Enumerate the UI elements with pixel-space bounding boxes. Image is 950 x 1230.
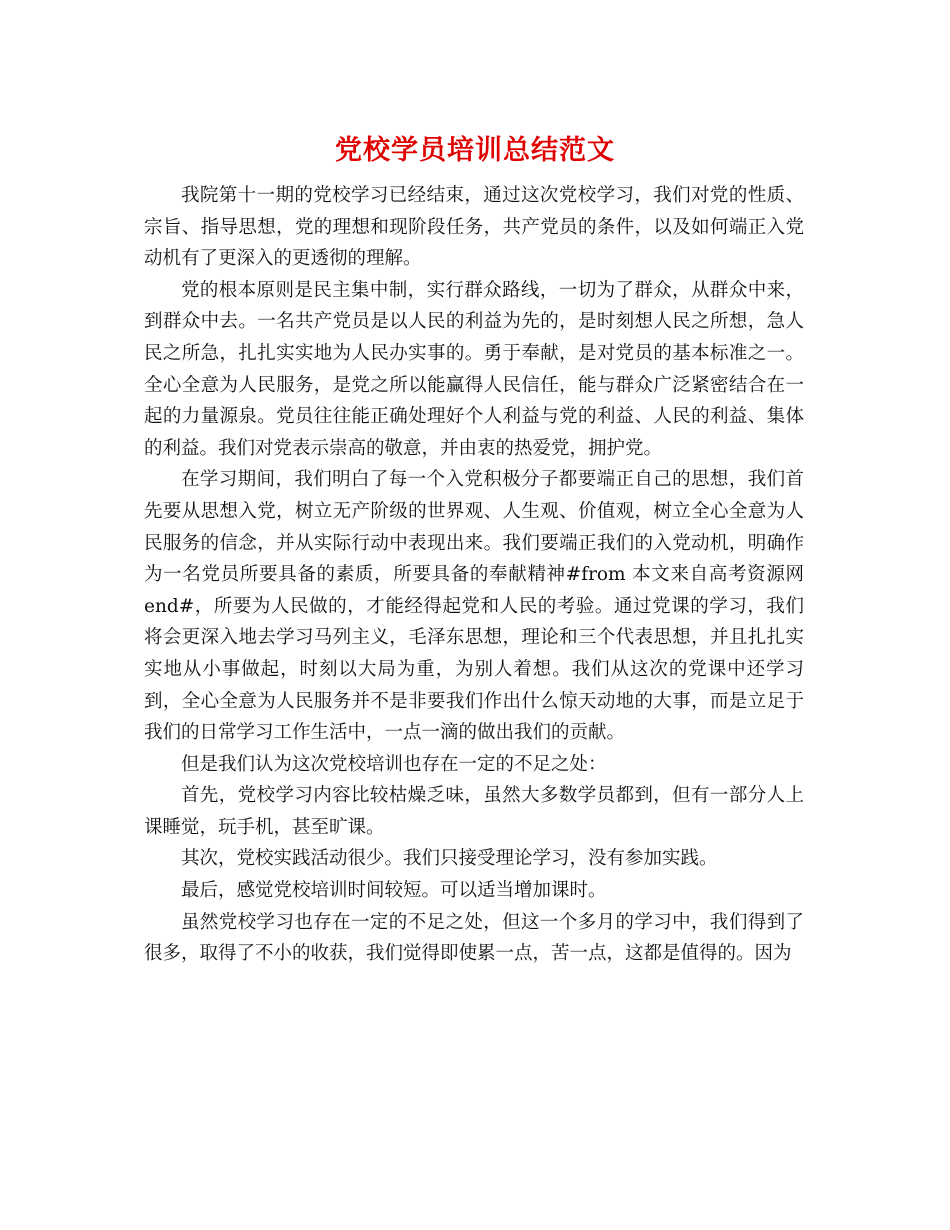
- paragraph-7: 最后，感觉党校培训时间较短。可以适当增加课时。: [181, 880, 607, 902]
- paragraph-8: 虽然党校学习也存在一定的不足之处，但这一个多月的学习中，我们得到了很多，取得了不小的收获，我们觉得即使累一点，苦一点，这都是值得的。因为: [144, 911, 804, 965]
- paragraph-4: 但是我们认为这次党校培训也存在一定的不足之处：: [181, 753, 607, 775]
- paragraph-1: 我院第十一期的党校学习已经结束，通过这次党校学习，我们对党的性质、宗旨、指导思想，党的理想和现阶段任务，共产党员的条件，以及如何端正入党动机有了更深入的更透彻的理解。: [144, 185, 804, 270]
- document-title: 党校学员培训总结范文: [335, 135, 615, 166]
- paragraph-6: 其次，党校实践活动很少。我们只接受理论学习，没有参加实践。: [181, 848, 718, 870]
- paragraph-2: 党的根本原则是民主集中制，实行群众路线，一切为了群众，从群众中来，到群众中去。一名共产党员是以人民的利益为先的，是时刻想人民之所想，急人民之所急，扎扎实实地为人民办实事的。勇于奉献，是对党员的基本标准之一。全心全意为人民服务，是党之所以能赢得人民信任，能与群众广泛紧密结合在一起的力量源泉。党员往往能正确处理好个人利益与党的利益、人民的利益、集体的利益。我们对党表示崇高的敬意，并由衷的热爱党，拥护党。: [144, 279, 804, 459]
- document-body: [144, 180, 804, 970]
- paragraph-5: 首先，党校学习内容比较枯燥乏味，虽然大多数学员都到，但有一部分人上课睡觉，玩手机，甚至旷课。: [144, 785, 804, 838]
- paragraph-3: 在学习期间，我们明白了每一个入党积极分子都要端正自己的思想，我们首先要从思想入党，树立无产阶级的世界观、人生观、价值观，树立全心全意为人民服务的信念，并从实际行动中表现出来。我们要端正我们的入党动机，明确作为一名党员所要具备的素质，所要具备的奉献精神#from 本文来自高考资源网 end#，所要为人民做的，才能经得起党和人民的考验。通过党课的学习，我们将会更深入地去学习马列主义，毛泽东思想，理论和三个代表思想，并且扎扎实实地从小事做起，时刻以大局为重，为别人着想。我们从这次的党课中还学习到，全心全意为人民服务并不是非要我们作出什么惊天动地的大事，而是立足于我们的日常学习工作生活中，一点一滴的做出我们的贡献。: [144, 469, 804, 744]
